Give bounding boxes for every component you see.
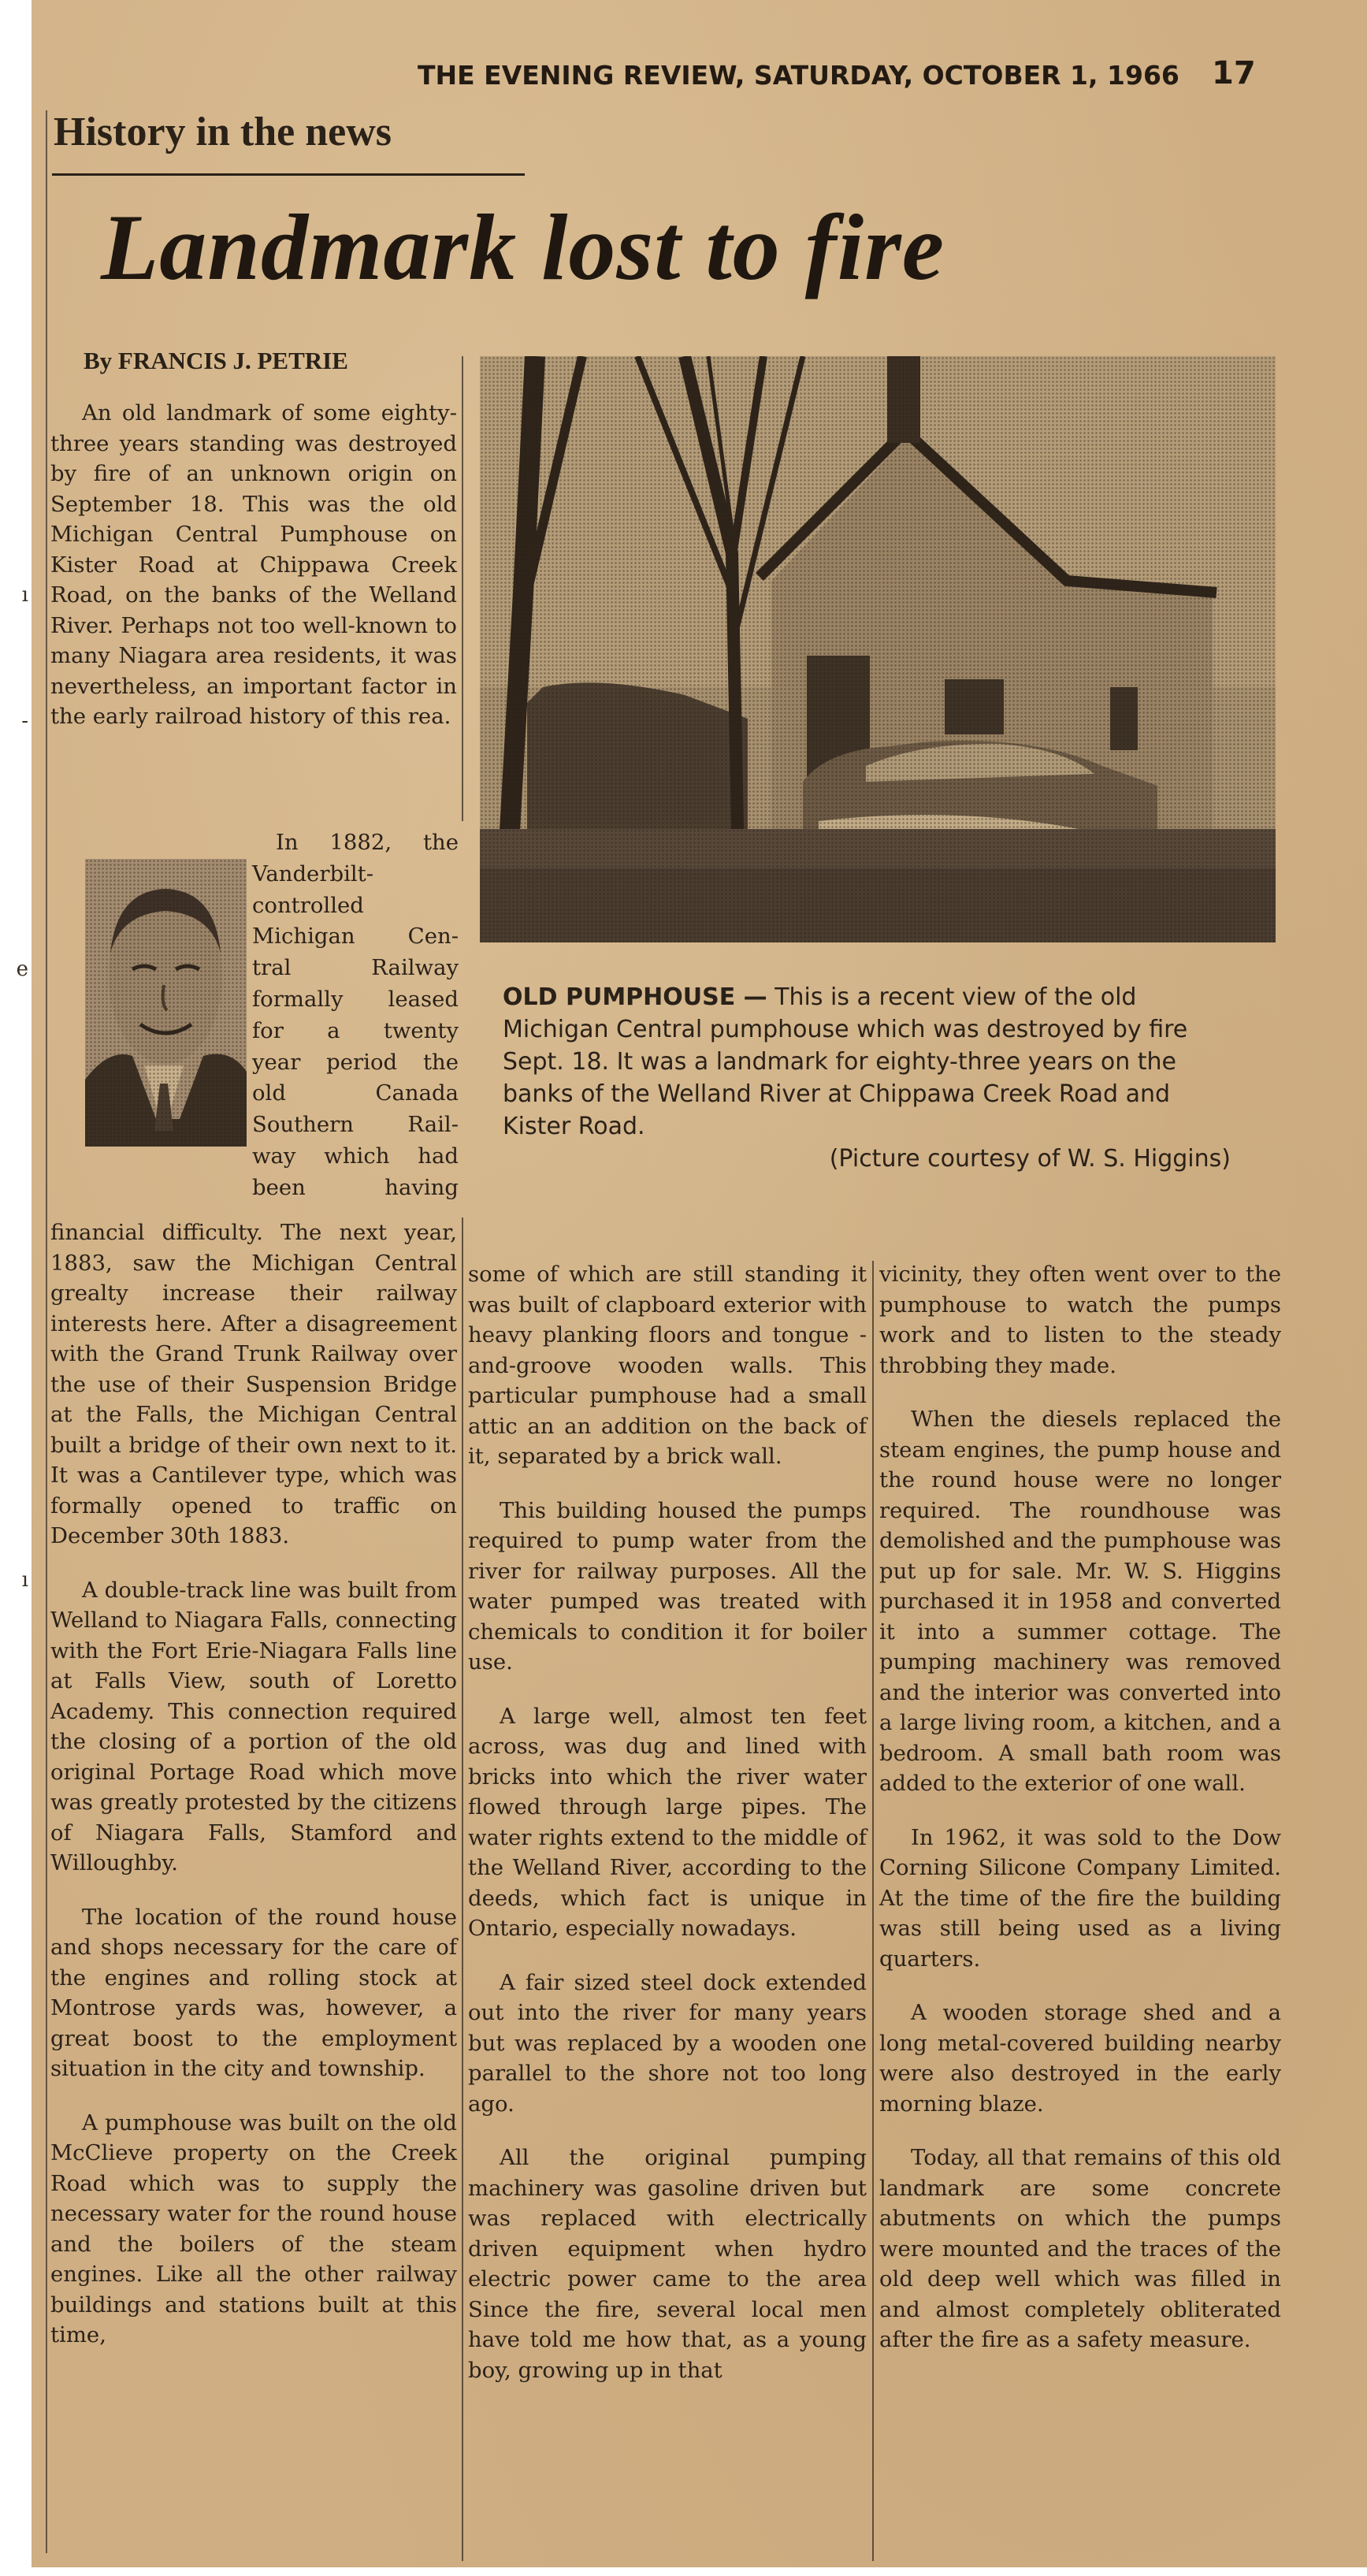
portrait-figure bbox=[85, 859, 243, 1150]
paragraph: All the original pumping machinery was gasoline driven but was replaced with electrically driven equipment when hydro electric power came to the area Since the fire, several local men have told me how that, as a young boy, growing up in that bbox=[468, 2145, 867, 2383]
article-column-1-continued bbox=[50, 1217, 457, 2374]
page-number: 17 bbox=[1212, 55, 1256, 91]
paragraph: The location of the round house and shops necessary for the care of the engines and rolling stock at Montrose yards was, however, a great boost to the employment situation in the city and township. bbox=[50, 1904, 457, 2081]
wrap-line: been having bbox=[252, 1174, 459, 1200]
section-kicker: History in the news bbox=[54, 110, 392, 154]
adjacent-column-fragment: ı bbox=[21, 583, 28, 607]
paragraph: A fair sized steel dock extended out into the river for many years but was replaced by a wooden one parallel to the shore not too long ago. bbox=[468, 1969, 867, 2117]
paragraph: financial difficulty. The next year, 1883, saw the Michigan Central grealty increase their railway interests here. After a disagreement with the Grand Trunk Railway over the use of their Suspension Bridge at the Falls, the Michigan Central built a bridge of their own next to it. It was a Cantilever type, which was formally opened to traffic on December 30th 1883. bbox=[50, 1220, 457, 1548]
paragraph: vicinity, they often went over to the pumphouse to watch the pumps work and to listen to the steady throbbing they made. bbox=[879, 1262, 1281, 1378]
column-rule bbox=[462, 1217, 463, 2561]
photo-credit: (Picture courtesy of W. S. Higgins) bbox=[829, 1145, 1231, 1173]
paragraph: This building housed the pumps required to pump water from the river for railway purposes. All the water pumped was treated with chemicals to condition it for boiler use. bbox=[468, 1497, 867, 1675]
paragraph: Today, all that remains of this old landmark are some concrete abutments on which the pumps were mounted and the traces of the old deep well which was filled in and almost completely obliterated after the fire as a safety measure. bbox=[879, 2145, 1281, 2352]
paragraph: A wooden storage shed and a long metal-covered building nearby were also destroyed in the early morning blaze. bbox=[879, 2000, 1281, 2117]
article-column-3 bbox=[879, 1259, 1281, 2379]
wrap-line: tral Railway bbox=[252, 955, 459, 981]
old-pumphouse-photo bbox=[480, 356, 1276, 942]
column-rule bbox=[46, 110, 47, 2553]
portrait-illustration bbox=[85, 859, 247, 1147]
article-column-1 bbox=[50, 398, 457, 756]
wrap-line: formally leased bbox=[252, 986, 459, 1012]
paragraph: In 1962, it was sold to the Dow Corning Silicone Company Limited. At the time of the fire the building was still being used as a living quarters. bbox=[879, 1824, 1281, 1972]
wrap-line: controlled bbox=[252, 892, 364, 918]
byline: By FRANCIS J. PETRIE bbox=[84, 347, 348, 374]
adjacent-column-fragment: - bbox=[21, 709, 28, 733]
paragraph: A pumphouse was built on the old McClieve property on the Creek Road which was to supply the necessary water for the round house and the boilers of the steam engines. Like all the other railway buildings and stations built at this time, bbox=[50, 2109, 457, 2347]
wrap-line: Southern Rail- bbox=[252, 1112, 459, 1138]
wrap-line: way which had bbox=[252, 1143, 459, 1169]
adjacent-column-fragment: ı bbox=[21, 1568, 28, 1592]
kicker-underline bbox=[52, 173, 525, 176]
paragraph: When the diesels replaced the steam engines, the pump house and the round house were no longer required. The roundhouse was demolished and the pumphouse was put up for sale. Mr. W. S. Higgins purchased it in 1958 and converted it into a summer cottage. The pumping machinery was removed and the interior was converted into a large living room, a kitchen, and a bedroom. A small bath room was added to the exterior of one wall. bbox=[879, 1407, 1281, 1796]
wrap-line: Vanderbilt- bbox=[252, 861, 374, 887]
wrap-line: for a twenty bbox=[252, 1017, 459, 1043]
adjacent-column-fragment: e bbox=[16, 957, 28, 981]
pumphouse-illustration bbox=[480, 356, 1276, 942]
paragraph: An old landmark of some eighty-three years standing was destroyed by fire of an unknown origin on September 18. This was the old Michigan Central Pumphouse on Kister Road at Chippawa Creek Road, on the banks of the Welland River. Perhaps not too well-known to many Niagara area residents, it was nevertheless, an important factor in the early railroad history of this rea. bbox=[50, 400, 457, 729]
caption-text: This is a recent view of the old Michigan Central pumphouse which was destroyed by fire Sept. 18. It was a landmark for eighty-three years on the banks of the Welland River at Chippawa Creek Road and Kister Road. bbox=[503, 983, 1188, 1140]
masthead-dateline: THE EVENING REVIEW, SATURDAY, OCTOBER 1, 1966 bbox=[418, 60, 1179, 91]
paragraph: some of which are still standing it was built of clapboard exterior with heavy planking floors and tongue -and-groove wooden walls. This particular pumphouse had a small attic an an addition on the back of it, separated by a brick wall. bbox=[468, 1262, 867, 1469]
wrap-line: Michigan Cen- bbox=[252, 924, 459, 950]
author-portrait-photo bbox=[85, 859, 247, 1147]
clipping-edge bbox=[32, 2567, 1367, 2576]
article-headline: Landmark lost to fire bbox=[101, 195, 945, 299]
portrait-wrap-text bbox=[252, 827, 459, 1204]
wrap-line: year period the bbox=[252, 1049, 459, 1075]
wrap-line: old Canada bbox=[252, 1080, 459, 1106]
paragraph: A large well, almost ten feet across, was dug and lined with bricks into which the river water flowed through large pipes. The water rights extend to the middle of the Welland River, according to the deeds, which fact is unique in Ontario, especially nowadays. bbox=[468, 1703, 867, 1941]
column-rule bbox=[872, 1261, 874, 2561]
wrap-line: In 1882, the bbox=[276, 830, 459, 855]
paragraph: A double-track line was built from Welland to Niagara Falls, connecting with the Fort Erie-Niagara Falls line at Falls View, south of Loretto Academy. This connection required the closing of a portion of the old original Portage Road which move was greatly protested by the citizens of Niagara Falls, Stamford and Willoughby. bbox=[50, 1577, 457, 1875]
photo-caption bbox=[503, 981, 1235, 1175]
caption-label: OLD PUMPHOUSE — bbox=[503, 983, 767, 1011]
article-column-2 bbox=[468, 1259, 867, 2409]
column-rule bbox=[462, 356, 463, 821]
